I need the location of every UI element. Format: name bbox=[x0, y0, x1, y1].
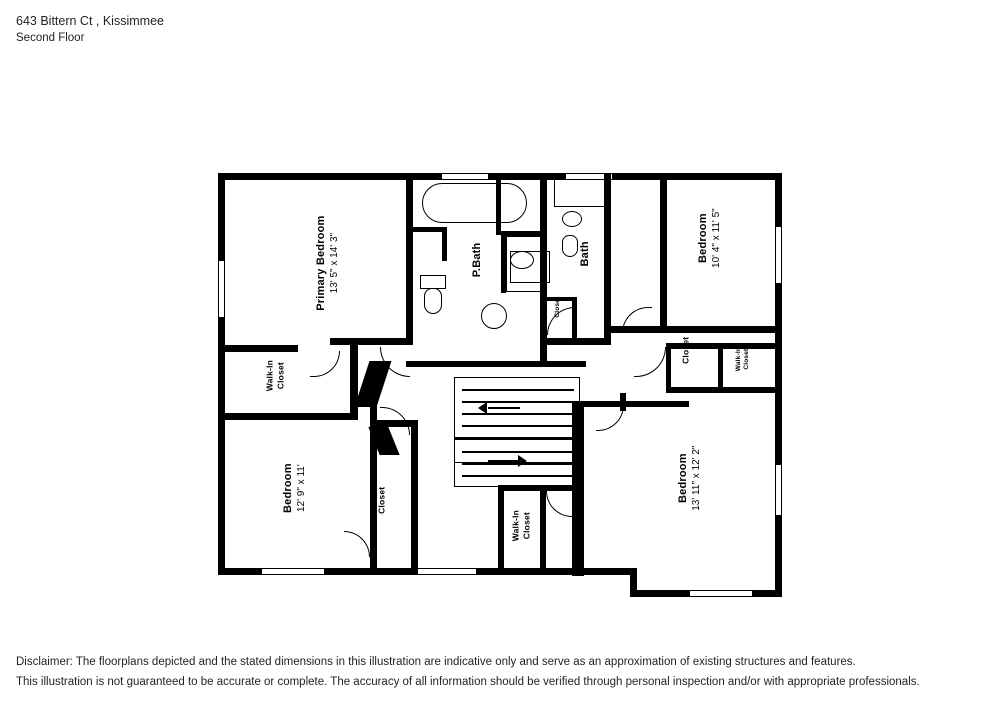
window-gap-bottom-3 bbox=[690, 591, 752, 596]
room-name: Closet bbox=[376, 486, 387, 514]
wall-primary-closet-bottom bbox=[218, 413, 358, 420]
room-name-line2: Closet bbox=[275, 362, 285, 390]
room-name: P.Bath bbox=[471, 242, 484, 278]
floorplan-drawing bbox=[210, 165, 790, 595]
room-name: Closet bbox=[553, 296, 561, 318]
room-label-closet-right bbox=[681, 326, 692, 374]
toilet-primary bbox=[424, 288, 442, 314]
room-label-closet-sw bbox=[377, 476, 388, 524]
bathtub-primary bbox=[422, 183, 527, 223]
window-gap-bottom-2 bbox=[418, 569, 476, 574]
room-name-line2: Closet bbox=[743, 348, 750, 370]
room-name: Walk-In bbox=[734, 346, 742, 372]
room-label-bedroom-ne bbox=[697, 168, 723, 308]
stair-step bbox=[462, 389, 574, 391]
wall-bedroom-ne-left bbox=[660, 173, 667, 333]
bathtub-hall bbox=[554, 179, 606, 207]
room-dimensions: 12' 9" x 11' bbox=[295, 464, 307, 513]
room-dimensions: 10' 4" x 11' 5" bbox=[710, 208, 722, 268]
wall-exterior-left bbox=[218, 173, 225, 575]
room-name-line2: Closet bbox=[521, 512, 531, 540]
door-swing-center-walkin bbox=[546, 491, 572, 517]
wall-right-closet-left-edge bbox=[666, 343, 671, 393]
room-name: Closet bbox=[680, 336, 691, 364]
room-name: Bath bbox=[579, 241, 592, 267]
room-name: Walk-In bbox=[264, 359, 275, 392]
disclaimer bbox=[16, 652, 976, 692]
room-label-walkin-closet-center bbox=[510, 495, 531, 557]
wall-center-closet-right bbox=[540, 485, 546, 575]
wall-hall-vert-1 bbox=[411, 420, 418, 470]
wall-center-closet-left bbox=[498, 485, 504, 575]
room-name: Bedroom bbox=[281, 463, 294, 513]
window-gap-right-1 bbox=[776, 227, 781, 283]
wall-hall-angle-block bbox=[355, 361, 392, 407]
wall-primary-bedroom-bottom bbox=[330, 338, 413, 345]
toilet-hall bbox=[562, 235, 578, 257]
disclaimer-line-1: Disclaimer: The floorplans depicted and the stated dimensions in this illustration are indicative only and serve as an approximation of existing structures and features. bbox=[16, 656, 856, 668]
door-swing-bedroom-se bbox=[596, 405, 624, 431]
stair-up-arrow-head bbox=[478, 402, 487, 414]
wall-primary-closet-top bbox=[218, 345, 298, 352]
wall-right-closet-divider bbox=[718, 343, 723, 393]
vanity-primary bbox=[420, 275, 446, 289]
floor-label: Second Floor bbox=[16, 32, 85, 45]
disclaimer-line-2: This illustration is not guaranteed to be accurate or complete. The accuracy of all information should be verified through personal inspection and/or with appropriate professionals. bbox=[16, 676, 920, 689]
property-address: 643 Bittern Ct , Kissimmee bbox=[16, 14, 164, 28]
door-swing-closet-right bbox=[634, 347, 666, 377]
wall-right-closets-bottom bbox=[666, 387, 782, 393]
room-label-primary-bedroom bbox=[315, 183, 341, 343]
window-gap-right-2 bbox=[776, 465, 781, 515]
wall-bath-bottom bbox=[547, 338, 611, 345]
room-label-walkin-closet-right bbox=[735, 338, 751, 380]
room-name: Primary Bedroom bbox=[314, 215, 327, 311]
stair-down-arrow-head bbox=[518, 455, 527, 467]
room-name: Walk-In bbox=[510, 509, 521, 542]
wall-hall-vert-2 bbox=[411, 465, 418, 575]
wall-primary-bedroom-right bbox=[406, 173, 413, 345]
room-label-bath bbox=[579, 214, 593, 294]
room-label-bedroom-sw bbox=[282, 423, 308, 553]
stair-step bbox=[462, 425, 574, 427]
room-label-walkin-closet-left bbox=[264, 341, 285, 411]
window-gap-bottom-1 bbox=[262, 569, 324, 574]
window-gap-top-1 bbox=[442, 174, 488, 179]
wall-pbath-tub-side-vert bbox=[442, 227, 447, 261]
door-swing-closet-sw bbox=[344, 531, 370, 557]
stair-up-arrow-line bbox=[488, 407, 520, 409]
room-label-p-bath bbox=[471, 220, 485, 300]
room-label-bedroom-se bbox=[677, 408, 703, 548]
room-name: Bedroom bbox=[676, 453, 689, 503]
room-dimensions: 13' 11" x 12' 2" bbox=[690, 445, 702, 511]
ceiling-fan-primary-bath bbox=[481, 303, 507, 329]
door-swing-bedroom-ne bbox=[622, 307, 652, 333]
room-name: Bedroom bbox=[696, 213, 709, 263]
room-label-closet-bath bbox=[554, 284, 562, 330]
vanity-double-sink bbox=[510, 251, 550, 283]
room-dimensions: 13' 5" x 14' 3" bbox=[328, 232, 340, 294]
door-swing-hall-to-bedroom-sw bbox=[380, 407, 410, 435]
stair-down-arrow-line bbox=[488, 460, 520, 462]
wall-hall-stair-top bbox=[406, 361, 586, 367]
window-gap-left-1 bbox=[219, 261, 224, 317]
plan-header bbox=[16, 12, 164, 47]
door-swing-primary-walkin bbox=[310, 351, 340, 377]
